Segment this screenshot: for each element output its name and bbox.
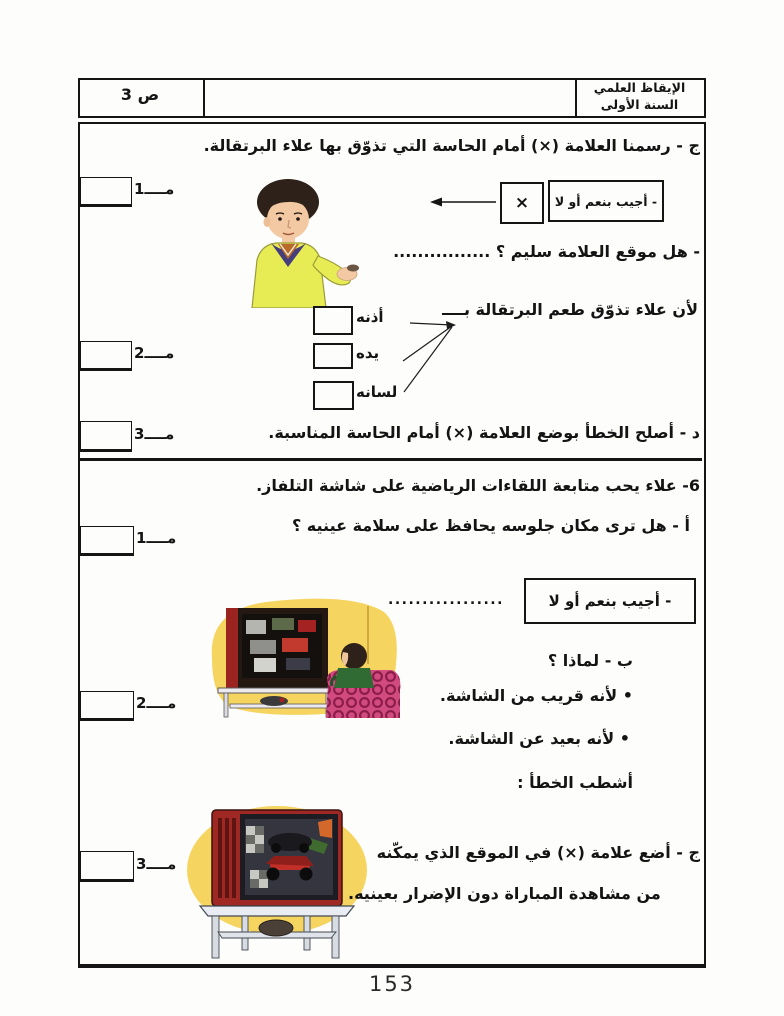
answer-instruction-box-2: [524, 578, 696, 624]
score-label: مــــ2: [136, 694, 177, 712]
question-reason-text: لأن علاء تذوّق طعم البرتقالة بــــ: [442, 300, 698, 319]
tv-close-viewing-illustration: [202, 592, 402, 722]
score-label: مــــ3: [136, 855, 177, 873]
fan-arrows-icon: [394, 314, 458, 398]
boy-illustration: [214, 170, 366, 308]
option-label-ear: أذنه: [356, 308, 384, 326]
cross-out-instruction: أشطب الخطأ :: [517, 773, 633, 792]
option-label-tongue: لسانه: [356, 383, 398, 401]
option-checkbox-hand: [313, 343, 353, 369]
header-page-label: ص 3: [120, 85, 160, 104]
score-box: [80, 341, 132, 371]
answer-instruction-label-2: - أجيب بنعم أو لا: [548, 592, 672, 610]
score-label: مــــ2: [134, 344, 175, 362]
question-6-text: 6‏- علاء يحب متابعة اللقاءات الرياضية على شاشة التلفاز.: [256, 476, 700, 495]
header-divider-left: [203, 80, 205, 116]
question-a-text: أ - هل ترى مكان جلوسه يحافظ على سلامة عينيه ؟: [291, 516, 690, 535]
bullet-far-screen: • لأنه بعيد عن الشاشة.: [448, 729, 630, 748]
question-b-text: ب - لماذا ؟: [547, 651, 633, 670]
option-checkbox-tongue: [313, 381, 354, 410]
x-mark: ×: [514, 193, 530, 213]
x-mark-box: [500, 182, 544, 224]
score-box: [80, 851, 134, 882]
answer-dotted-line: .................: [388, 592, 504, 608]
page-number: 153: [368, 972, 416, 996]
question-c2-line1: ج - أضع علامة (×) في الموقع الذي يمكّنه: [376, 843, 700, 862]
question-c-text: ج - رسمنا العلامة (×) أمام الحاسة التي تذوّق بها علاء البرتقالة.: [203, 136, 700, 155]
tv-race-illustration: [182, 804, 372, 960]
option-checkbox-ear: [313, 306, 353, 335]
answer-instruction-label: - أجيب بنعم أو لا: [554, 193, 658, 209]
section-divider: [78, 458, 702, 461]
score-box: [80, 177, 132, 207]
score-box: [80, 526, 134, 556]
answer-instruction-box: [548, 180, 664, 222]
header-subject-line2: السنة الأولى: [600, 97, 679, 112]
question-d-text: د - أصلح الخطأ بوضع العلامة (×) أمام الحاسة المناسبة.: [268, 423, 700, 442]
option-label-hand: يده: [356, 344, 380, 362]
bullet-near-screen: • لأنه قريب من الشاشة.: [439, 686, 633, 705]
score-label: مــــ1: [134, 180, 175, 198]
score-box: [80, 691, 134, 721]
score-label: مــــ3: [134, 425, 175, 443]
score-label: مــــ1: [136, 529, 177, 547]
header-subject-line1: الإيقاظ العلمي: [593, 80, 686, 95]
score-box: [80, 421, 132, 452]
question-c2-line2: من مشاهدة المباراة دون الإضرار بعينيه.: [348, 884, 661, 903]
question-position-text: - هل موقع العلامة سليم ؟ ................: [393, 242, 700, 261]
left-arrow-icon: [428, 194, 500, 210]
